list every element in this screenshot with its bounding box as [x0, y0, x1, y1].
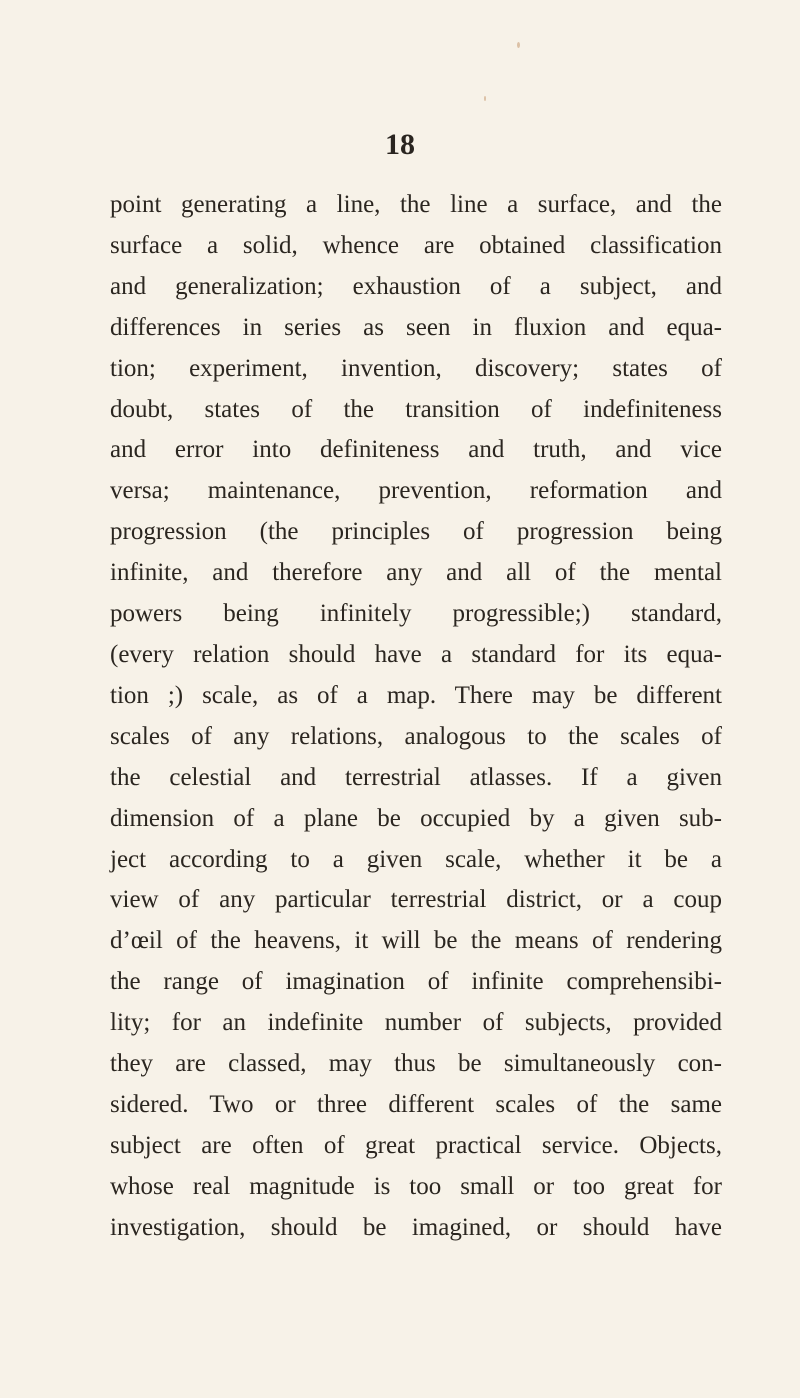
text-line: powers being infinitely progressible;) standard, [110, 600, 722, 628]
text-line: sidered. Two or three different scales of the same [110, 1090, 722, 1118]
text-line: lity; for an indefinite number of subjects, provided [110, 1009, 722, 1037]
text-line: (every relation should have a standard for its equa- [110, 640, 722, 668]
text-line: investigation, should be imagined, or should have [110, 1213, 722, 1241]
text-line: progression (the principles of progression being [110, 518, 722, 546]
text-line: whose real magnitude is too small or too great for [110, 1172, 722, 1200]
text-line: the range of imagination of infinite comprehensibi- [110, 968, 722, 996]
text-line: differences in series as seen in fluxion and equa- [110, 313, 722, 341]
text-line: the celestial and terrestrial atlasses. If a given [110, 763, 722, 791]
text-line: view of any particular terrestrial district, or a coup [110, 886, 722, 914]
text-line: point generating a line, the line a surface, and the [110, 191, 722, 218]
text-line: ject according to a given scale, whether it be a [110, 845, 722, 873]
text-line: dimension of a plane be occupied by a given sub- [110, 804, 722, 832]
page-number: 18 [385, 128, 415, 161]
text-line: tion ;) scale, as of a map. There may be different [110, 681, 722, 709]
paper-speck [517, 42, 520, 48]
text-line: tion; experiment, invention, discovery; states of [110, 354, 722, 382]
body-text [110, 185, 722, 1249]
text-line: subject are often of great practical service. Objects, [110, 1131, 722, 1159]
text-line: and generalization; exhaustion of a subject, and [110, 272, 722, 300]
text-line: they are classed, may thus be simultaneously con- [110, 1050, 722, 1078]
text-line: doubt, states of the transition of indefiniteness [110, 395, 722, 423]
text-line: versa; maintenance, prevention, reformation and [110, 477, 722, 505]
text-line: d’œil of the heavens, it will be the means of rendering [110, 927, 722, 955]
paper-speck [484, 96, 486, 101]
text-line: surface a solid, whence are obtained classification [110, 231, 722, 259]
text-line: infinite, and therefore any and all of the mental [110, 559, 722, 587]
text-line: scales of any relations, analogous to the scales of [110, 722, 722, 750]
text-line: and error into definiteness and truth, and vice [110, 436, 722, 464]
